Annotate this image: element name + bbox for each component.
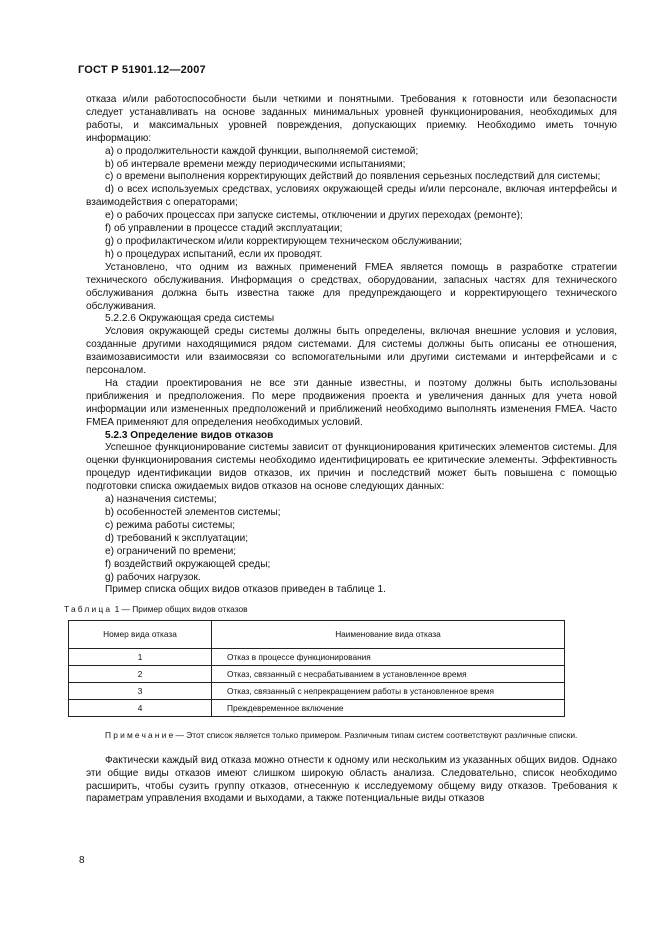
table-cell-name: Отказ, связанный с непрекращением работы в установленное время <box>212 683 565 700</box>
final-paragraph: Фактически каждый вид отказа можно отнести к одному или нескольким из указанных общих видов. Однако эти общие виды отказов имеют слишком широкую область анализа. Следовательно, список необходимо расширить, чтобы сузить группу отказов, отнесенную к исследуемому общему виду отказов. Требования к параметрам управления входами и выходами, а также потенциальные виды отказов <box>86 754 617 805</box>
table-cell-name: Преждевременное включение <box>212 700 565 717</box>
list-item: c) о времени выполнения корректирующих действий до появления серьезных последствий для системы; <box>105 171 601 183</box>
table-caption <box>64 603 595 615</box>
table-caption-text: 1 — Пример общих видов отказов <box>112 604 248 615</box>
table-cell-number: 4 <box>69 700 212 717</box>
table-cell-name: Отказ в процессе функционирования <box>212 649 565 666</box>
section-heading-523: 5.2.3 Определение видов отказов <box>105 429 274 441</box>
table-note <box>86 729 617 741</box>
list-item: d) требований к эксплуатации; <box>105 532 249 544</box>
table-cell-number: 2 <box>69 666 212 683</box>
list-item: d) о всех используемых средствах, условиях окружающей среды и/или персонале, включая интерфейсы и взаимодействия с операторами; <box>86 184 617 209</box>
list-item: a) о продолжительности каждой функции, выполняемой системой; <box>105 145 419 157</box>
list-item: h) о процедурах испытаний, если их проводят. <box>105 248 323 260</box>
table-row <box>69 700 565 717</box>
note-label: Примечание <box>105 730 176 741</box>
note-text: — Этот список является только примером. Различным типам систем соответствуют различные списки. <box>175 730 578 741</box>
column-header-name: Наименование вида отказа <box>212 621 565 649</box>
intro-paragraph: отказа и/или работоспособности были четкими и понятными. Требования к готовности или безопасности следует устанавливать на основе заданных минимальных уровней функционирования, необходимых для работы, и максимальных уровней повреждения, допускающих приемку. Необходимо иметь точную информацию: <box>86 94 617 144</box>
list-item: g) рабочих нагрузок. <box>105 571 201 583</box>
list-item: a) назначения системы; <box>105 494 217 506</box>
table-row <box>69 666 565 683</box>
table-row <box>69 683 565 700</box>
table-cell-number: 1 <box>69 649 212 666</box>
list-item: f) воздействий окружающей среды; <box>105 558 271 570</box>
main-content <box>64 94 617 806</box>
table-header-row <box>69 621 565 649</box>
failure-modes-table <box>68 620 565 717</box>
list-item: e) о рабочих процессах при запуске системы, отключении и других переходах (ремонте); <box>105 210 523 222</box>
failure-modes-paragraph: Успешное функционирование системы зависит от функционирования критических элементов системы. Для оценки функционирования системы необходимо идентифицировать ее критические элементы. Эффективность процедур идентификации видов отказов, их причин и последствий может быть повышена с помощью подготовки списка ожидаемых видов отказов на основе следующих данных: <box>86 442 617 493</box>
list-item: c) режима работы системы; <box>105 519 236 531</box>
table-cell-number: 3 <box>69 683 212 700</box>
list-item: b) об интервале времени между периодическими испытаниями; <box>105 158 406 170</box>
column-header-number: Номер вида отказа <box>69 621 212 649</box>
document-header: ГОСТ Р 51901.12—2007 <box>78 64 206 76</box>
environment-paragraph: Условия окружающей среды системы должны быть определены, включая внешние условия и условия, созданные другими находящимися рядом системами. Для системы должны быть описаны ее отношения, взаимозависимости или взаимосвязи со вспомогательными или другими системами и интерфейсами и с персоналом. <box>86 326 617 377</box>
list-item: b) особенностей элементов системы; <box>105 507 281 518</box>
subsection-heading-5226: 5.2.2.6 Окружающая среда системы <box>105 313 275 325</box>
list-item: g) о профилактическом и/или корректирующем техническом обслуживании; <box>105 235 463 247</box>
page-number: 8 <box>79 855 85 866</box>
table-caption-label: Таблица <box>64 604 113 615</box>
table-row <box>69 649 565 666</box>
fmea-paragraph: Установлено, что одним из важных применений FMEA является помощь в разработке стратегии технического обслуживания. Информация о средствах, оборудовании, запасных частях для технического обслуживания должна быть известна также для предупреждающего и корректирующего технического обслуживания. <box>86 261 617 312</box>
list-item: f) об управлении в процессе стадий эксплуатации; <box>105 223 343 235</box>
design-stage-paragraph: На стадии проектирования не все эти данные известны, и поэтому должны быть использованы приближения и предположения. По мере продвижения проекта и увеличения данных для учета новой информации или измененных предположений и приближений необходимо выполнять изменения FMEA. Часто FMEA применяют для определения необходимых условий. <box>86 377 617 428</box>
example-paragraph: Пример списка общих видов отказов приведен в таблице 1. <box>105 584 386 596</box>
list-item: e) ограничений по времени; <box>105 545 237 557</box>
table-cell-name: Отказ, связанный с несрабатыванием в установленное время <box>212 666 565 683</box>
